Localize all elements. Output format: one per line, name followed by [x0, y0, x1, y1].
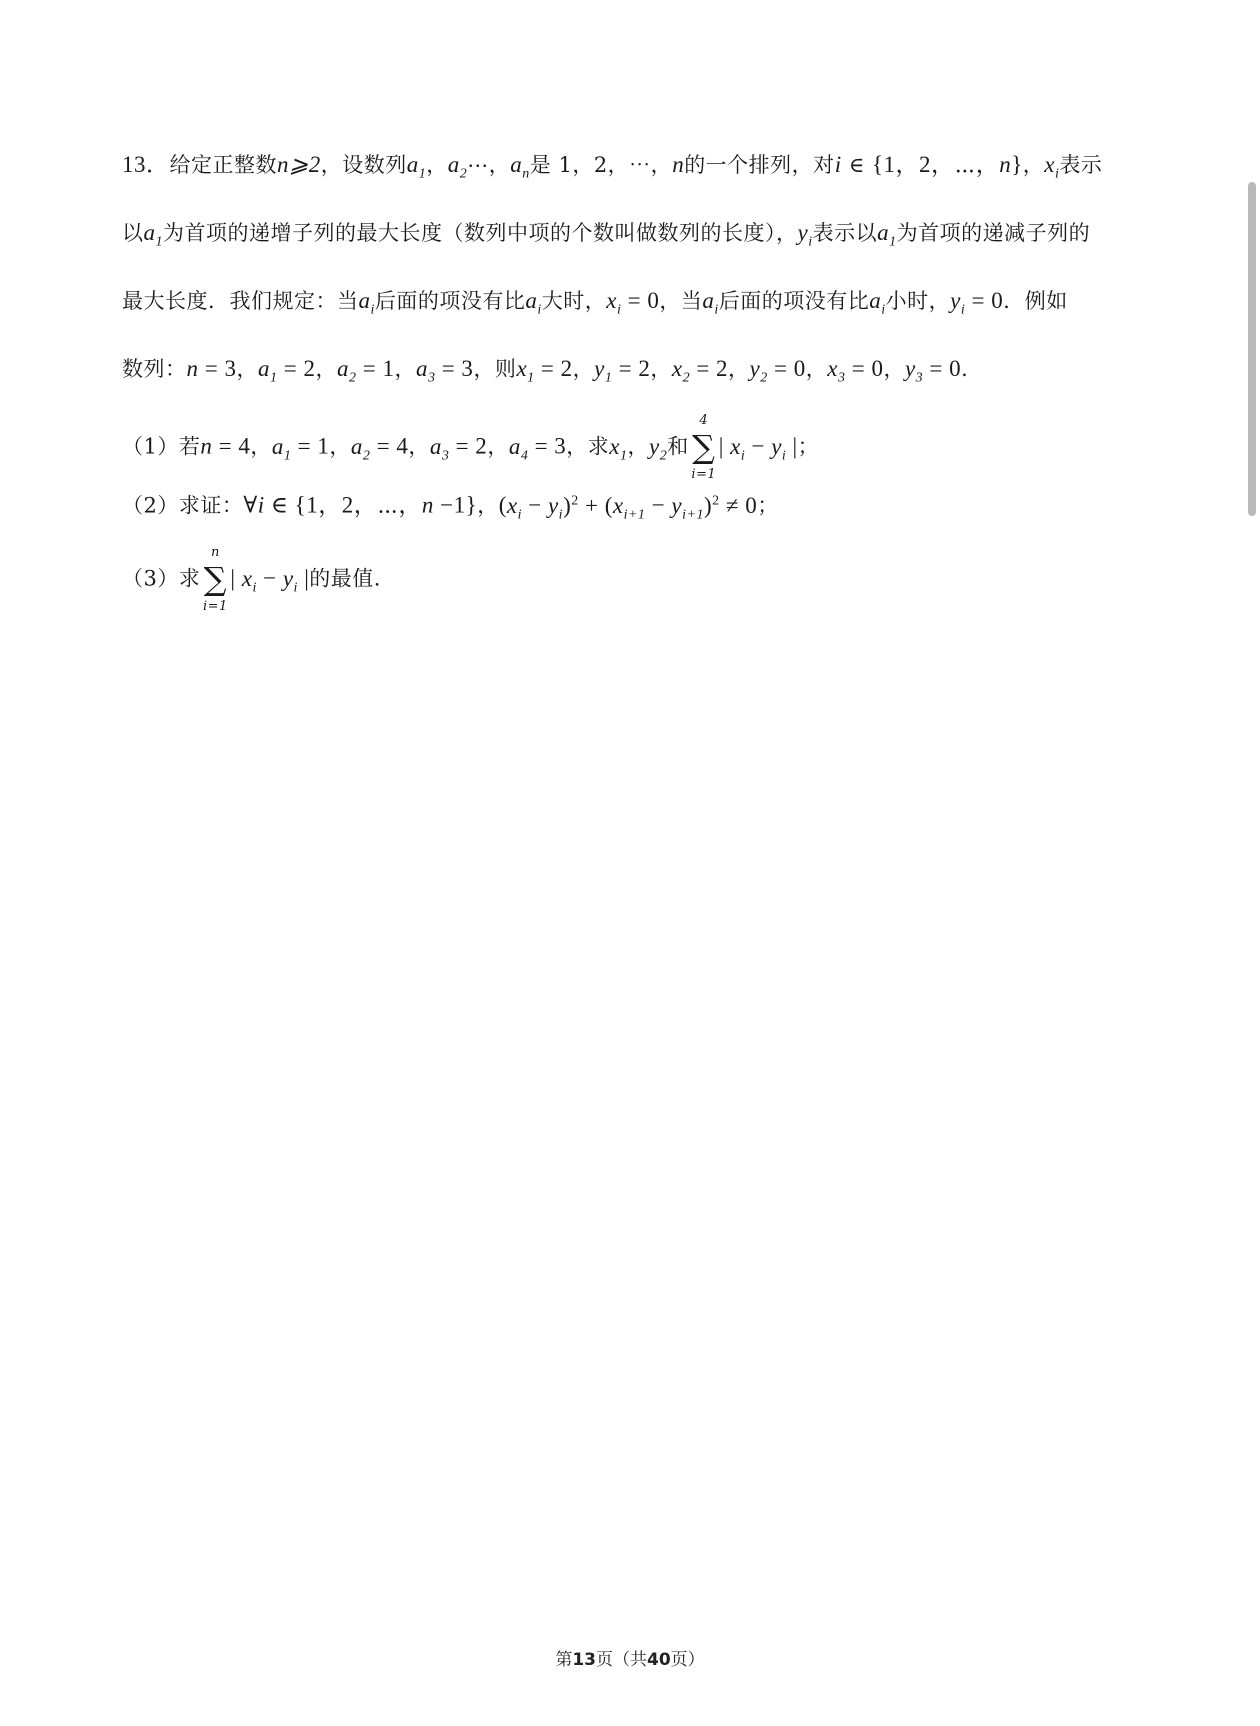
- vertical-scrollbar[interactable]: [1244, 0, 1260, 1726]
- text: （2）求证：: [122, 493, 244, 518]
- text: 表示: [1059, 153, 1103, 177]
- text: 为首项的递增子列的最大长度（数列中项的个数叫做数列的长度），: [163, 221, 798, 245]
- math: n⩾2: [277, 152, 321, 177]
- part-2: （2）求证：∀i ∈ {1，2，⋯，n −1}，$(x_i - y_i)^2 + (x_{i+1} - y_{i+1})^2 \ne 0$；: [122, 492, 779, 523]
- summation-symbol: n ∑ i=1: [202, 545, 228, 614]
- text: （3）求: [122, 566, 201, 591]
- problem-line-3: 最大长度．我们规定：当$a_i$后面的项没有比$a_i$大时，$x_i = 0$，当$a_i$后面的项没有比$a_i$小时，$y_i = 0$．例如: [122, 288, 1068, 318]
- page-footer: [0, 1645, 1260, 1670]
- part-1: （1）若n = 4，$a_1 = 1$，$a_2 = 4$，$a_3 = 2$，$a_4 = 3$，求$x_1$，$y_2$和 4 ∑ i=1 | $x_i - y_i$ |；: [122, 413, 820, 482]
- text: ，则: [473, 357, 517, 381]
- problem-line-4: 数列：n = 3，$a_1 = 2$，$a_2 = 1$，$a_3 = 3$，则$x_1 = 2$，$y_1 = 2$，$x_2 = 2$，$y_2 = 0$，$x_3 = 0$，$y_3 = 0$.: [122, 356, 969, 386]
- text: 以: [122, 221, 144, 245]
- text: 是 1，2，⋯，: [529, 153, 673, 177]
- summation-symbol: 4 ∑ i=1: [691, 413, 717, 482]
- text: 后面的项没有比: [374, 289, 526, 313]
- scrollbar-thumb[interactable]: [1248, 182, 1256, 516]
- problem-line-2: 以$a_1$为首项的递增子列的最大长度（数列中项的个数叫做数列的长度），$y_i$表示以$a_1$为首项的递减子列的: [122, 220, 1091, 250]
- text: 页）: [670, 1650, 705, 1670]
- text: 页（共: [596, 1650, 647, 1670]
- text: ，求: [566, 434, 610, 459]
- text: 后面的项没有比: [718, 289, 870, 313]
- text: 最大长度．我们规定：当: [122, 289, 359, 313]
- text: 为首项的递减子列的: [896, 221, 1091, 245]
- text: ，当: [659, 289, 703, 313]
- text: ；: [797, 434, 820, 459]
- text: 给定正整数: [169, 153, 277, 177]
- text: ，设数列: [320, 153, 407, 177]
- text: ．例如: [1003, 289, 1068, 313]
- problem-line-1: 13．给定正整数n⩾2，设数列$a_1$，$a_2\cdots$，$a_n$是 1，2，⋯，n的一个排列，对i ∈ {1，2，⋯，n}，$x_i$表示: [122, 152, 1103, 182]
- text: 第: [555, 1650, 573, 1670]
- text: （1）若: [122, 434, 201, 459]
- page-number: 13: [572, 1650, 596, 1670]
- text: 的最值.: [309, 566, 381, 591]
- problem-number: 13．: [122, 152, 170, 177]
- part-3: （3）求 n ∑ i=1 | $x_i - y_i$ |的最值.: [122, 545, 381, 614]
- total-pages: 40: [647, 1650, 671, 1670]
- text: 小时，: [885, 289, 951, 313]
- text: 大时，: [541, 289, 607, 313]
- text: 和: [667, 434, 689, 459]
- text: ；: [757, 493, 779, 518]
- text: 表示以: [812, 221, 878, 245]
- text: 的一个排列，对: [684, 153, 835, 177]
- text: 数列：: [122, 357, 187, 381]
